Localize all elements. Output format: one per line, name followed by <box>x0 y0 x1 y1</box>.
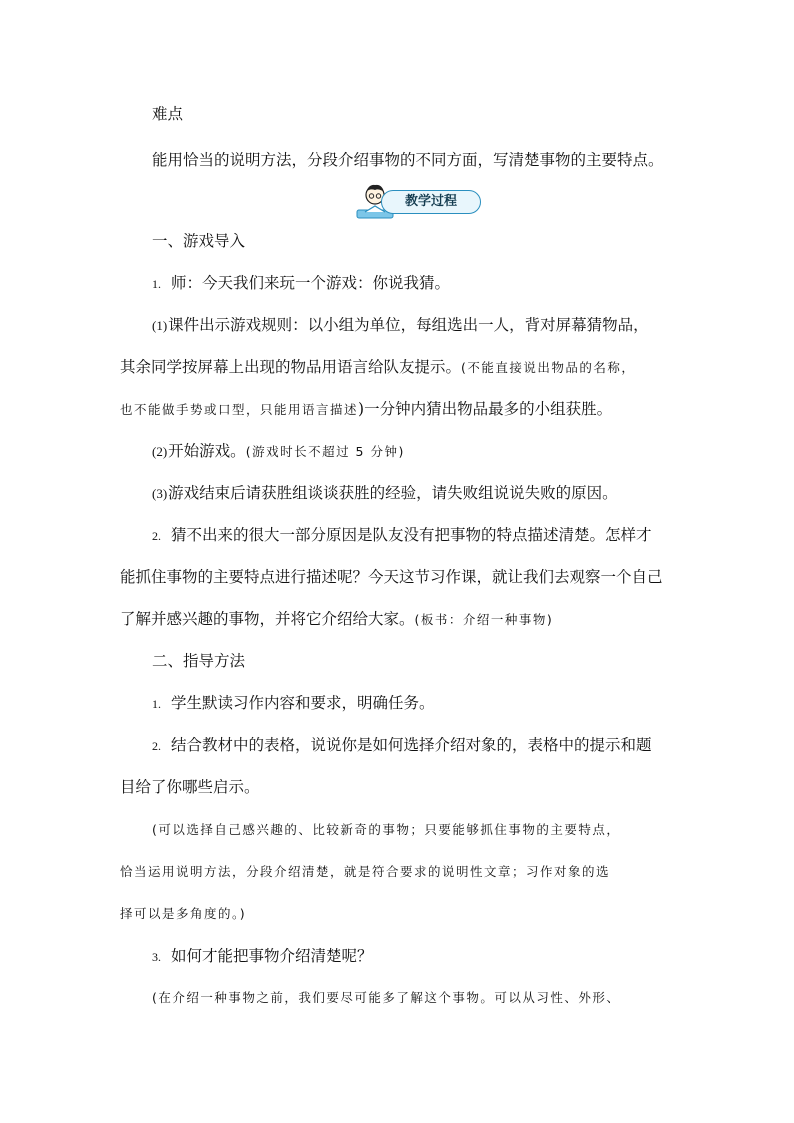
paragraph-2 <box>152 441 405 461</box>
paragraph-number: (1) <box>152 318 168 333</box>
item-2-3 <box>152 946 373 966</box>
item-text: 猜不出来的很大一部分原因是队友没有把事物的特点描述清楚。怎样才 <box>171 526 652 544</box>
item-number: 2. <box>152 739 161 753</box>
item-number: 1. <box>152 277 161 291</box>
section2-title: 二、指导方法 <box>152 652 246 670</box>
paragraph-number: (2) <box>152 444 168 459</box>
blackboard-note: (板书：介绍一种事物) <box>414 612 554 627</box>
paragraph-text: 开始游戏。 <box>168 442 246 460</box>
item-number: 1. <box>152 697 161 711</box>
note-2-3-line-1: (在介绍一种事物之前，我们要尽可能多了解这个事物。可以从习性、外形、 <box>152 990 621 1005</box>
item-2-2-line-2: 目给了你哪些启示。 <box>120 778 260 796</box>
item-2-1 <box>152 693 435 713</box>
note-2-2-line-2: 恰当运用说明方法，分段介绍清楚，就是符合要求的说明性文章；习作对象的选 <box>120 864 611 879</box>
item-text: 结合教材中的表格，说说你是如何选择介绍对象的，表格中的提示和题 <box>171 736 652 754</box>
paragraph-1-line-2 <box>120 357 635 377</box>
paragraph-3 <box>152 483 618 503</box>
heading-difficulty: 难点 <box>152 105 184 123</box>
item-1-2-line-1 <box>152 525 652 545</box>
paragraph-1-line-1 <box>152 315 649 335</box>
item-number: 3. <box>152 950 161 964</box>
section1-title: 一、游戏导入 <box>152 232 246 250</box>
item-text: 师：今天我们来玩一个游戏：你说我猜。 <box>171 274 451 292</box>
item-text: 如何才能把事物介绍清楚呢？ <box>171 947 373 965</box>
item-text: 了解并感兴趣的事物，并将它介绍给大家。 <box>120 610 415 628</box>
badge-label: 教学过程 <box>381 190 481 214</box>
item-2-2-line-1 <box>152 735 652 755</box>
paragraph-number: (3) <box>152 486 168 501</box>
difficulty-text: 能用恰当的说明方法，分段介绍事物的不同方面，写清楚事物的主要特点。 <box>152 151 664 169</box>
paragraph-text: 游戏结束后请获胜组谈谈获胜的经验，请失败组说说失败的原因。 <box>168 484 618 502</box>
note-2-2-line-3: 择可以是多角度的。) <box>120 906 247 921</box>
item-number: 2. <box>152 529 161 543</box>
teaching-process-badge <box>355 182 485 222</box>
paragraph-note: (游戏时长不超过 5 分钟) <box>245 444 405 459</box>
paragraph-text: 课件出示游戏规则：以小组为单位，每组选出一人，背对屏幕猜物品， <box>168 316 649 334</box>
paragraph-1-line-3 <box>120 399 612 419</box>
item-1-1 <box>152 273 450 293</box>
paragraph-text: )一分钟内猜出物品最多的小组获胜。 <box>358 400 613 418</box>
paragraph-text: 其余同学按屏幕上出现的物品用语言给队友提示。 <box>120 358 462 376</box>
note-2-2-line-1: (可以选择自己感兴趣的、比较新奇的事物；只要能够抓住事物的主要特点， <box>152 822 621 837</box>
item-1-2-line-2: 能抓住事物的主要特点进行描述呢？今天这节习作课，就让我们去观察一个自己 <box>120 568 663 586</box>
paragraph-note: 也不能做手势或口型，只能用语言描述 <box>120 402 359 417</box>
item-1-2-line-3 <box>120 609 553 629</box>
item-text: 学生默读习作内容和要求，明确任务。 <box>171 694 435 712</box>
paragraph-note: (不能直接说出物品的名称， <box>461 360 636 375</box>
